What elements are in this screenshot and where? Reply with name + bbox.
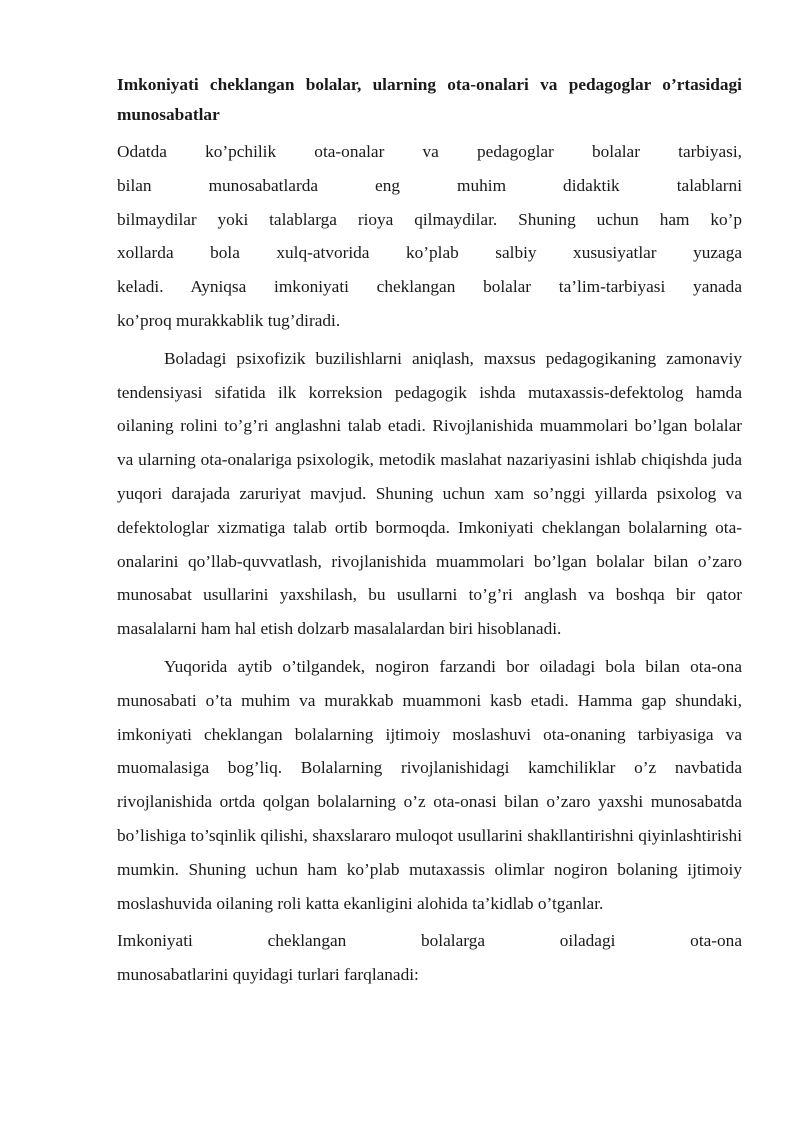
document-page — [117, 70, 742, 992]
paragraph-1-line-5: keladi. Ayniqsa imkoniyati cheklangan bolalar ta’lim-tarbiyasi yanada — [117, 277, 742, 297]
paragraph-1-line-3: bilmaydilar yoki talablarga rioya qilmaydilar. Shuning uchun ham ko’p — [117, 209, 742, 229]
paragraph-4-line-2: munosabatlarini quyidagi turlari farqlanadi: — [117, 965, 419, 985]
paragraph-2: Boladagi psixofizik buzilishlarni aniqlash, maxsus pedagogikaning zamonaviy tendensiyasi sifatida ilk korreksion pedagogik ishda mutaxassis-defektolog hamda oilaning rolini to’g’ri anglashni talab etadi. Rivojlanishida muammolari bo’lgan bolalar va ularning ota-onalariga psixologik, metodik maslahat nazariyasini ishlab chiqishda juda yuqori darajada zaruriyat mavjud. Shuning uchun xam so’nggi yillarda psixolog va defektologlar xizmatiga talab ortib bormoqda. Imkoniyati cheklangan bolalarning ota-onalarini qo’llab-quvvatlash, rivojlanishida muammolari bo’lgan bolalar bilan o’zaro munosabat usullarini yaxshilash, bu usullarni to’g’ri anglash va boshqa bir qator masalalarni ham hal etish dolzarb masalalardan biri hisoblanadi. — [117, 348, 742, 639]
paragraph-1 — [117, 135, 742, 338]
section-heading: Imkoniyati cheklangan bolalar, ularning ota-onalari va pedagoglar o’rtasidagi munosabatlar — [117, 75, 742, 124]
paragraph-1-line-6: ko’proq murakkablik tug’diradi. — [117, 310, 341, 330]
paragraph-4-line-1: Imkoniyati cheklangan bolalarga oiladagi ota-ona — [117, 931, 742, 951]
paragraph-1-line-1: Odatda ko’pchilik ota-onalar va pedagoglar bolalar tarbiyasi, — [117, 142, 742, 161]
paragraph-3: Yuqorida aytib o’tilgandek, nogiron farzandi bor oiladagi bola bilan ota-ona munosabati o’ta muhim va murakkab muammoni kasb etadi. Hamma gap shundaki, imkoniyati cheklangan bolalarning ijtimoiy moslashuvi ota-onaning tarbiyasiga va muomalasiga bog’liq. Bolalarning rivojlanishidagi kamchiliklar o’z navbatida rivojlanishida ortda qolgan bolalarning o’z ota-onasi bilan o’zaro yaxshi munosabatda bo’lishiga to’sqinlik qilishi, shaxslararo muloqot usullarini shakllantirishni qiyinlashtirishi mumkin. Shuning uchun ham ko’plab mutaxassis olimlar nogiron bolaning ijtimoiy moslashuvida oilaning roli katta ekanligini alohida ta’kidlab o’tganlar. — [117, 656, 742, 913]
paragraph-1-line-4: xollarda bola xulq-atvorida ko’plab salbiy xususiyatlar yuzaga — [117, 243, 742, 263]
paragraph-4 — [117, 924, 742, 992]
paragraph-1-line-2: bilan munosabatlarda eng muhim didaktik talablarni — [117, 175, 742, 195]
